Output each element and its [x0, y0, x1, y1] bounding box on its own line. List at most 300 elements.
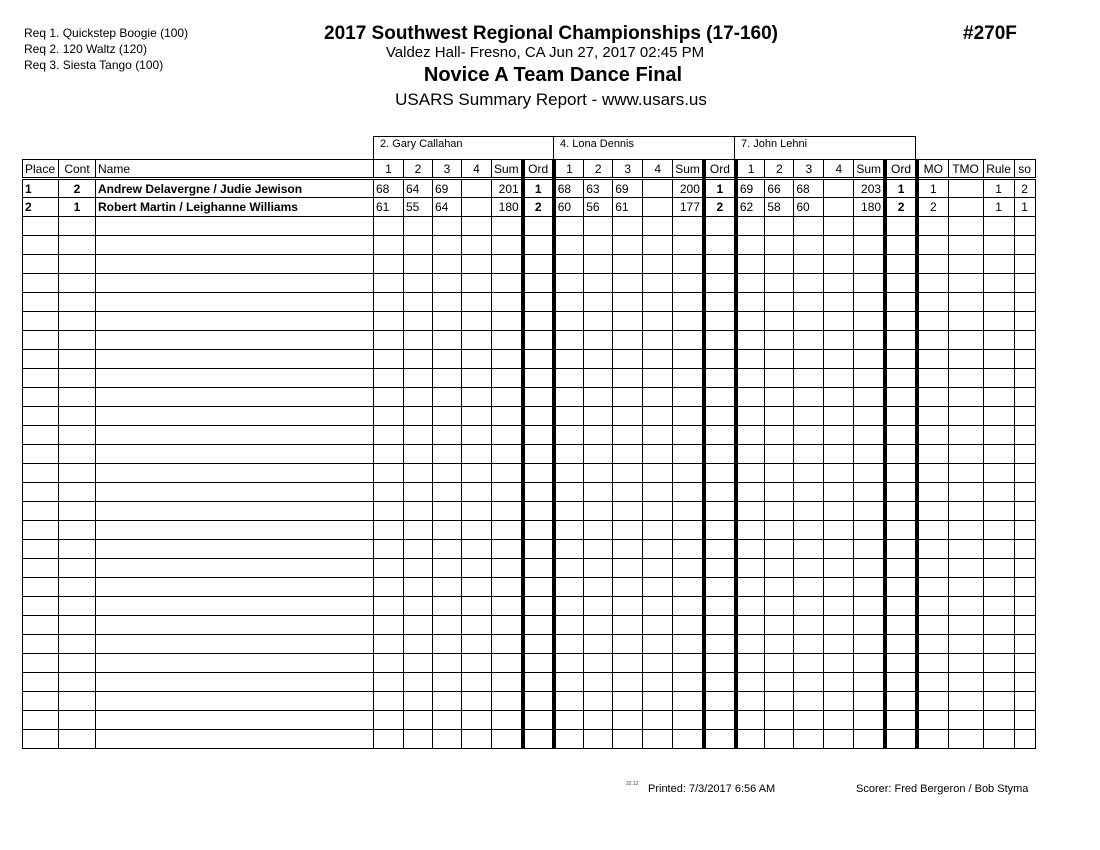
empty-cell	[794, 692, 824, 711]
empty-cell	[23, 350, 59, 369]
empty-cell	[704, 521, 736, 540]
empty-cell	[673, 274, 704, 293]
empty-cell	[613, 369, 643, 388]
empty-cell	[523, 597, 554, 616]
empty-cell	[554, 578, 584, 597]
empty-cell	[584, 236, 613, 255]
empty-cell	[584, 654, 613, 673]
requirement-3: Req 3. Siesta Tango (100)	[24, 58, 164, 72]
table-row	[23, 179, 1036, 198]
empty-cell	[492, 445, 523, 464]
empty-cell	[885, 654, 917, 673]
score-cell: 69	[736, 179, 765, 198]
tmo-cell	[948, 179, 983, 198]
empty-cell	[462, 692, 492, 711]
ord-cell: 1	[885, 179, 917, 198]
empty-cell	[917, 236, 948, 255]
empty-cell	[492, 635, 523, 654]
empty-cell	[704, 236, 736, 255]
empty-cell	[433, 388, 462, 407]
empty-cell	[736, 635, 765, 654]
empty-cell	[643, 502, 673, 521]
empty-cell	[374, 597, 404, 616]
empty-cell	[885, 730, 917, 749]
empty-cell	[948, 730, 983, 749]
empty-cell	[404, 217, 433, 236]
empty-cell	[554, 274, 584, 293]
empty-cell	[462, 730, 492, 749]
empty-cell	[433, 673, 462, 692]
empty-cell	[404, 464, 433, 483]
empty-cell	[1014, 673, 1035, 692]
empty-cell	[96, 293, 374, 312]
empty-cell	[917, 274, 948, 293]
empty-cell	[374, 426, 404, 445]
mo-cell: 1	[917, 179, 948, 198]
empty-cell	[374, 464, 404, 483]
empty-cell	[492, 711, 523, 730]
empty-cell	[765, 445, 794, 464]
empty-cell	[584, 331, 613, 350]
header-row	[23, 160, 1036, 179]
empty-cell	[462, 616, 492, 635]
event-number: #270F	[963, 23, 1017, 44]
empty-cell	[948, 616, 983, 635]
empty-cell	[854, 635, 885, 654]
empty-cell	[404, 312, 433, 331]
ord-cell: 2	[885, 198, 917, 217]
empty-cell	[673, 730, 704, 749]
empty-cell	[1014, 635, 1035, 654]
empty-cell	[433, 502, 462, 521]
empty-cell	[794, 388, 824, 407]
empty-cell	[704, 502, 736, 521]
empty-cell	[613, 559, 643, 578]
empty-cell	[584, 521, 613, 540]
empty-table-row	[23, 521, 1036, 540]
empty-cell	[948, 692, 983, 711]
empty-cell	[96, 597, 374, 616]
empty-cell	[824, 274, 854, 293]
requirement-1: Req 1. Quickstep Boogie (100)	[24, 26, 189, 40]
empty-cell	[462, 426, 492, 445]
empty-cell	[704, 293, 736, 312]
empty-cell	[948, 711, 983, 730]
empty-cell	[59, 407, 96, 426]
empty-cell	[404, 692, 433, 711]
empty-cell	[794, 407, 824, 426]
col-place: Place	[23, 160, 59, 179]
empty-cell	[885, 331, 917, 350]
empty-cell	[613, 578, 643, 597]
empty-cell	[1014, 654, 1035, 673]
empty-cell	[433, 236, 462, 255]
empty-cell	[854, 730, 885, 749]
empty-cell	[23, 654, 59, 673]
empty-cell	[983, 255, 1014, 274]
empty-cell	[765, 236, 794, 255]
empty-cell	[824, 331, 854, 350]
empty-cell	[433, 540, 462, 559]
name-cell: Robert Martin / Leighanne Williams	[96, 198, 374, 217]
empty-cell	[404, 540, 433, 559]
empty-cell	[854, 578, 885, 597]
empty-cell	[59, 312, 96, 331]
empty-cell	[492, 559, 523, 578]
empty-cell	[59, 426, 96, 445]
empty-cell	[736, 236, 765, 255]
empty-cell	[673, 350, 704, 369]
ord-cell: 2	[704, 198, 736, 217]
empty-cell	[673, 692, 704, 711]
empty-cell	[23, 445, 59, 464]
empty-cell	[824, 483, 854, 502]
empty-cell	[554, 521, 584, 540]
empty-cell	[374, 692, 404, 711]
empty-cell	[1014, 312, 1035, 331]
empty-cell	[824, 407, 854, 426]
empty-cell	[492, 217, 523, 236]
empty-cell	[523, 635, 554, 654]
empty-cell	[824, 540, 854, 559]
empty-cell	[59, 711, 96, 730]
empty-cell	[96, 426, 374, 445]
empty-cell	[824, 236, 854, 255]
empty-cell	[917, 540, 948, 559]
empty-cell	[584, 673, 613, 692]
empty-cell	[584, 559, 613, 578]
rule-cell: 1	[983, 179, 1014, 198]
empty-cell	[704, 312, 736, 331]
col-so: so	[1014, 160, 1035, 179]
empty-cell	[917, 407, 948, 426]
j2-col-4: 4	[643, 160, 673, 179]
empty-cell	[613, 654, 643, 673]
score-cell: 60	[554, 198, 584, 217]
empty-cell	[673, 388, 704, 407]
empty-cell	[523, 274, 554, 293]
empty-cell	[983, 559, 1014, 578]
empty-cell	[374, 578, 404, 597]
j3-col-2: 2	[765, 160, 794, 179]
empty-cell	[96, 217, 374, 236]
empty-cell	[917, 293, 948, 312]
empty-cell	[854, 502, 885, 521]
empty-cell	[523, 730, 554, 749]
empty-cell	[554, 293, 584, 312]
empty-cell	[1014, 711, 1035, 730]
empty-cell	[462, 255, 492, 274]
score-cell: 64	[404, 179, 433, 198]
empty-cell	[983, 673, 1014, 692]
empty-cell	[59, 369, 96, 388]
empty-cell	[523, 350, 554, 369]
empty-cell	[948, 521, 983, 540]
empty-cell	[673, 331, 704, 350]
empty-cell	[554, 635, 584, 654]
empty-cell	[59, 578, 96, 597]
empty-cell	[374, 654, 404, 673]
empty-cell	[404, 616, 433, 635]
empty-table-row	[23, 331, 1036, 350]
empty-cell	[554, 217, 584, 236]
empty-cell	[523, 540, 554, 559]
empty-cell	[404, 483, 433, 502]
empty-cell	[824, 654, 854, 673]
empty-cell	[554, 597, 584, 616]
empty-cell	[704, 730, 736, 749]
j1-col-1: 1	[374, 160, 404, 179]
empty-cell	[59, 236, 96, 255]
empty-cell	[374, 293, 404, 312]
empty-cell	[96, 692, 374, 711]
empty-cell	[917, 654, 948, 673]
empty-cell	[1014, 464, 1035, 483]
score-cell	[462, 198, 492, 217]
empty-cell	[374, 559, 404, 578]
empty-table-row	[23, 635, 1036, 654]
empty-cell	[704, 673, 736, 692]
empty-cell	[765, 350, 794, 369]
empty-cell	[433, 464, 462, 483]
empty-cell	[523, 711, 554, 730]
empty-cell	[96, 616, 374, 635]
score-cell: 60	[794, 198, 824, 217]
empty-cell	[824, 502, 854, 521]
empty-cell	[554, 312, 584, 331]
score-cell: 55	[404, 198, 433, 217]
empty-cell	[613, 255, 643, 274]
empty-cell	[917, 312, 948, 331]
empty-cell	[23, 616, 59, 635]
empty-cell	[523, 578, 554, 597]
empty-cell	[404, 502, 433, 521]
empty-cell	[854, 293, 885, 312]
empty-cell	[917, 350, 948, 369]
empty-cell	[643, 388, 673, 407]
empty-cell	[433, 217, 462, 236]
empty-cell	[643, 407, 673, 426]
empty-cell	[885, 521, 917, 540]
empty-cell	[404, 255, 433, 274]
empty-cell	[613, 464, 643, 483]
empty-cell	[404, 293, 433, 312]
empty-cell	[885, 635, 917, 654]
empty-cell	[917, 635, 948, 654]
empty-cell	[374, 540, 404, 559]
empty-cell	[96, 445, 374, 464]
empty-cell	[704, 692, 736, 711]
empty-cell	[736, 673, 765, 692]
empty-cell	[948, 635, 983, 654]
empty-cell	[917, 673, 948, 692]
empty-cell	[704, 274, 736, 293]
empty-cell	[824, 369, 854, 388]
empty-cell	[23, 635, 59, 654]
empty-cell	[917, 445, 948, 464]
empty-cell	[736, 502, 765, 521]
empty-cell	[704, 255, 736, 274]
empty-cell	[736, 692, 765, 711]
empty-cell	[673, 711, 704, 730]
empty-cell	[59, 464, 96, 483]
j2-col-1: 1	[554, 160, 584, 179]
empty-cell	[794, 255, 824, 274]
empty-cell	[554, 559, 584, 578]
empty-cell	[1014, 293, 1035, 312]
empty-cell	[643, 350, 673, 369]
empty-cell	[643, 521, 673, 540]
empty-cell	[23, 331, 59, 350]
empty-cell	[673, 426, 704, 445]
empty-cell	[643, 426, 673, 445]
empty-cell	[885, 540, 917, 559]
empty-cell	[948, 578, 983, 597]
empty-cell	[704, 217, 736, 236]
empty-cell	[885, 426, 917, 445]
empty-cell	[1014, 426, 1035, 445]
report-code: 32.12	[626, 781, 639, 787]
empty-cell	[673, 255, 704, 274]
empty-cell	[673, 559, 704, 578]
empty-cell	[96, 673, 374, 692]
empty-cell	[854, 407, 885, 426]
score-cell: 61	[374, 198, 404, 217]
empty-cell	[673, 654, 704, 673]
empty-cell	[854, 426, 885, 445]
empty-table-row	[23, 407, 1036, 426]
empty-cell	[948, 502, 983, 521]
empty-cell	[704, 369, 736, 388]
empty-cell	[462, 540, 492, 559]
empty-cell	[765, 255, 794, 274]
empty-cell	[462, 331, 492, 350]
empty-cell	[584, 711, 613, 730]
empty-cell	[23, 502, 59, 521]
empty-cell	[1014, 217, 1035, 236]
empty-cell	[948, 293, 983, 312]
empty-cell	[492, 255, 523, 274]
empty-cell	[736, 407, 765, 426]
empty-cell	[374, 407, 404, 426]
empty-cell	[374, 673, 404, 692]
empty-cell	[23, 369, 59, 388]
empty-cell	[948, 445, 983, 464]
empty-cell	[492, 616, 523, 635]
empty-cell	[885, 293, 917, 312]
empty-cell	[584, 578, 613, 597]
place-cell: 1	[23, 179, 59, 198]
empty-cell	[523, 388, 554, 407]
empty-cell	[584, 730, 613, 749]
empty-cell	[584, 407, 613, 426]
empty-cell	[404, 673, 433, 692]
empty-cell	[917, 426, 948, 445]
empty-cell	[736, 521, 765, 540]
empty-cell	[462, 578, 492, 597]
empty-cell	[584, 388, 613, 407]
empty-cell	[23, 711, 59, 730]
empty-cell	[462, 521, 492, 540]
empty-table-row	[23, 502, 1036, 521]
empty-cell	[96, 464, 374, 483]
empty-cell	[374, 502, 404, 521]
empty-cell	[613, 236, 643, 255]
empty-cell	[794, 521, 824, 540]
empty-cell	[736, 730, 765, 749]
empty-cell	[736, 255, 765, 274]
empty-cell	[673, 407, 704, 426]
empty-cell	[584, 616, 613, 635]
j3-col-4: 4	[824, 160, 854, 179]
empty-cell	[23, 521, 59, 540]
empty-cell	[1014, 616, 1035, 635]
empty-cell	[917, 559, 948, 578]
scorer-names: Scorer: Fred Bergeron / Bob Styma	[856, 783, 1029, 795]
empty-cell	[23, 673, 59, 692]
empty-cell	[59, 331, 96, 350]
empty-cell	[854, 388, 885, 407]
empty-cell	[824, 730, 854, 749]
empty-cell	[554, 388, 584, 407]
empty-cell	[1014, 540, 1035, 559]
empty-cell	[554, 255, 584, 274]
empty-cell	[613, 616, 643, 635]
empty-cell	[983, 654, 1014, 673]
empty-cell	[492, 407, 523, 426]
empty-cell	[824, 255, 854, 274]
empty-cell	[433, 331, 462, 350]
empty-cell	[983, 521, 1014, 540]
empty-cell	[765, 559, 794, 578]
empty-cell	[59, 502, 96, 521]
tmo-cell	[948, 198, 983, 217]
empty-cell	[613, 426, 643, 445]
empty-cell	[23, 407, 59, 426]
empty-cell	[983, 692, 1014, 711]
empty-cell	[983, 388, 1014, 407]
empty-cell	[613, 445, 643, 464]
empty-cell	[613, 673, 643, 692]
empty-cell	[854, 654, 885, 673]
name-cell: Andrew Delavergne / Judie Jewison	[96, 179, 374, 198]
empty-cell	[765, 426, 794, 445]
empty-cell	[584, 540, 613, 559]
empty-cell	[983, 426, 1014, 445]
score-cell: 68	[554, 179, 584, 198]
empty-cell	[523, 293, 554, 312]
empty-cell	[643, 616, 673, 635]
empty-cell	[374, 730, 404, 749]
empty-cell	[673, 369, 704, 388]
empty-cell	[96, 521, 374, 540]
empty-cell	[765, 331, 794, 350]
j2-col-sum: Sum	[673, 160, 704, 179]
empty-cell	[433, 654, 462, 673]
empty-cell	[523, 369, 554, 388]
empty-cell	[584, 274, 613, 293]
empty-cell	[794, 331, 824, 350]
empty-table-row	[23, 673, 1036, 692]
empty-cell	[613, 350, 643, 369]
empty-cell	[885, 483, 917, 502]
empty-cell	[59, 445, 96, 464]
empty-cell	[96, 578, 374, 597]
sum-cell: 177	[673, 198, 704, 217]
empty-cell	[433, 445, 462, 464]
empty-cell	[736, 274, 765, 293]
empty-cell	[854, 236, 885, 255]
